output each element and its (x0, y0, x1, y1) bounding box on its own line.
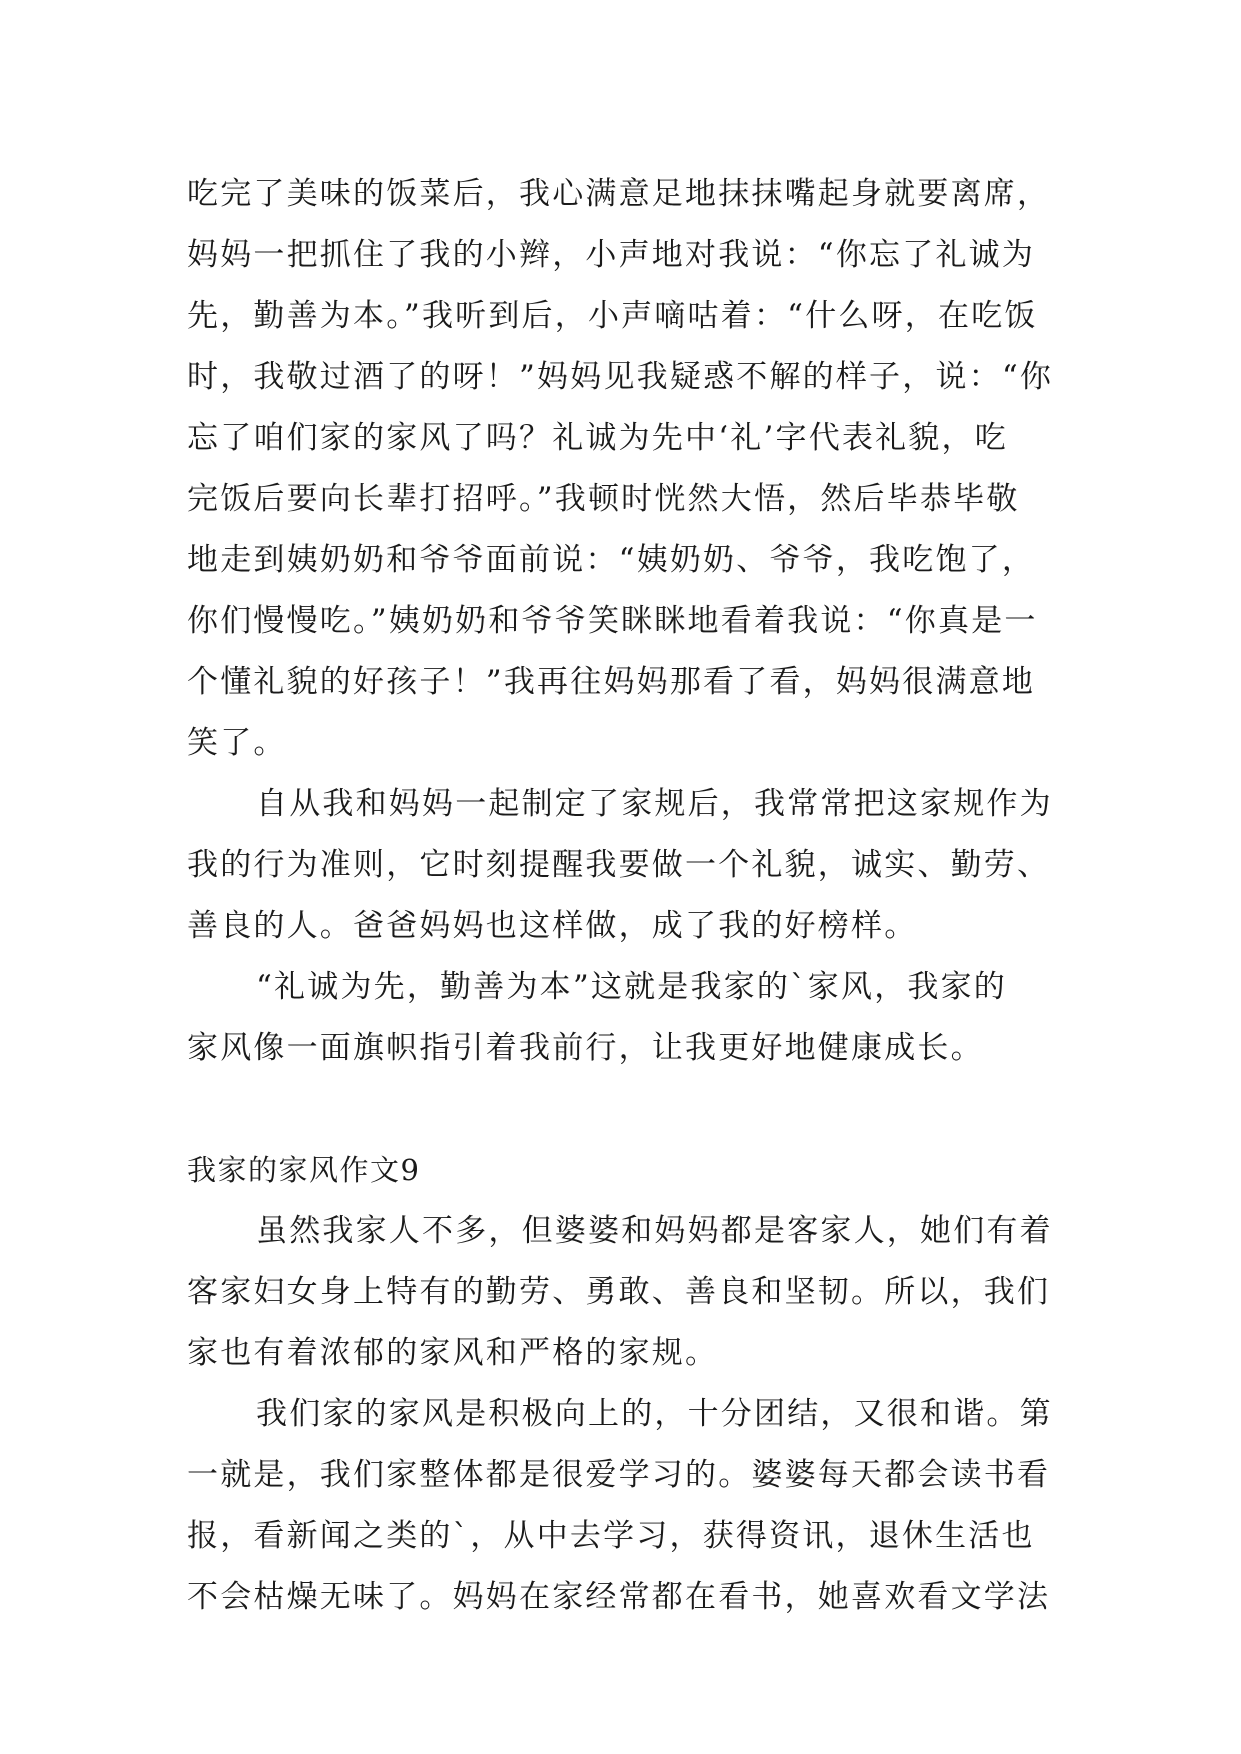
text-line: 家也有着浓郁的家风和严格的家规。 (187, 1335, 719, 1371)
text-line: “礼诚为先，勤善为本”这就是我家的`家风，我家的 (256, 969, 1007, 1005)
text-line: 地走到姨奶奶和爷爷面前说：“姨奶奶、爷爷，我吃饱了， (187, 542, 1036, 578)
text-line: 完饭后要向长辈打招呼。”我顿时恍然大悟，然后毕恭毕敬 (187, 481, 1020, 517)
text-line: 报，看新闻之类的`，从中去学习，获得资讯，退休生活也 (187, 1518, 1035, 1554)
text-line: 先，勤善为本。”我听到后，小声嘀咕着：“什么呀，在吃饭 (187, 298, 1038, 334)
paragraph-2 (187, 774, 1067, 957)
paragraph-3 (187, 957, 1067, 1079)
text-line: 个懂礼貌的好孩子！”我再往妈妈那看了看，妈妈很满意地 (187, 664, 1036, 700)
paragraph-4 (187, 1201, 1067, 1384)
text-line: 时，我敬过酒了的呀！”妈妈见我疑惑不解的样子，说：“你 (187, 359, 1054, 395)
text-line: 我们家的家风是积极向上的，十分团结，又很和谐。第 (256, 1396, 1053, 1432)
section-gap (187, 1079, 1067, 1140)
paragraph-5 (187, 1384, 1067, 1628)
text-line: 忘了咱们家的家风了吗？礼诚为先中‘礼’字代表礼貌，吃 (187, 420, 1008, 456)
text-line: 吃完了美味的饭菜后，我心满意足地抹抹嘴起身就要离席， (187, 176, 1051, 212)
text-line: 笑了。 (187, 725, 287, 761)
text-line: 善良的人。爸爸妈妈也这样做，成了我的好榜样。 (187, 908, 918, 944)
document-body (187, 164, 1067, 1628)
text-line: 我的行为准则，它时刻提醒我要做一个礼貌，诚实、勤劳、 (187, 847, 1051, 883)
text-line: 妈妈一把抓住了我的小辫，小声地对我说：“你忘了礼诚为 (187, 237, 1036, 273)
paragraph-1 (187, 164, 1067, 774)
text-line: 自从我和妈妈一起制定了家规后，我常常把这家规作为 (256, 786, 1053, 822)
text-line: 客家妇女身上特有的勤劳、勇敢、善良和坚韧。所以，我们 (187, 1274, 1051, 1310)
text-line: 不会枯燥无味了。妈妈在家经常都在看书，她喜欢看文学法 (187, 1579, 1051, 1615)
text-line: 虽然我家人不多，但婆婆和妈妈都是客家人，她们有着 (256, 1213, 1053, 1249)
text-line: 家风像一面旗帜指引着我前行，让我更好地健康成长。 (187, 1030, 984, 1066)
section-title: 我家的家风作文9 (187, 1153, 421, 1187)
text-line: 你们慢慢吃。”姨奶奶和爷爷笑眯眯地看着我说：“你真是一 (187, 603, 1038, 639)
text-line: 一就是，我们家整体都是很爱学习的。婆婆每天都会读书看 (187, 1457, 1051, 1493)
